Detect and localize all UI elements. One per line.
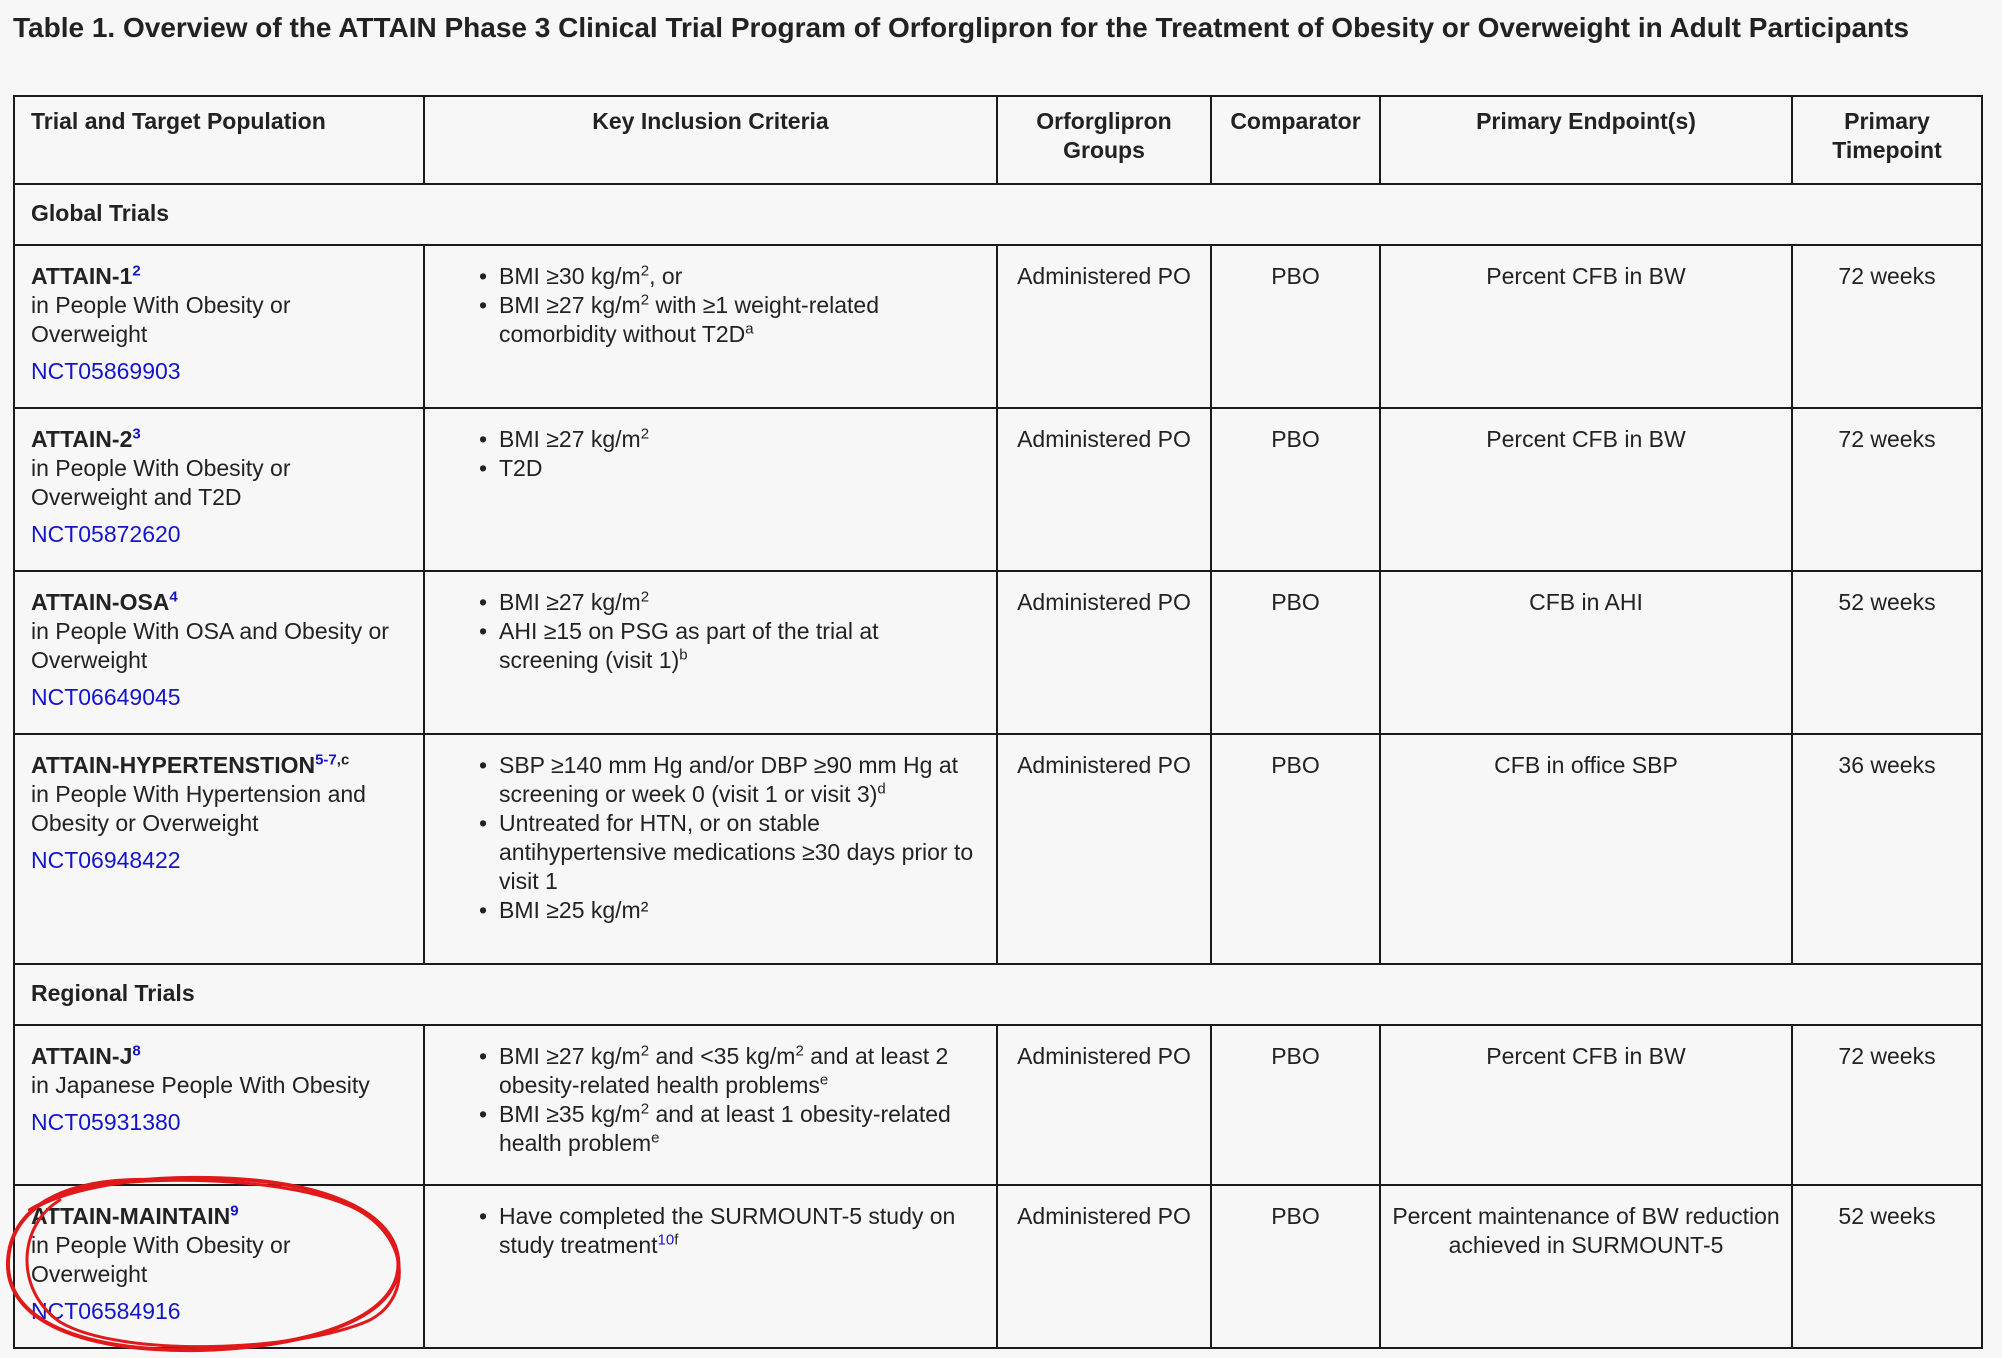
section-global <box>14 184 1982 245</box>
criteria-cell <box>424 1185 997 1348</box>
criteria-list <box>479 1202 982 1260</box>
footnote-marker: ,c <box>336 751 350 769</box>
trial-cell <box>14 571 424 734</box>
list-item: • AHI ≥15 on PSG as part of the trial at screening (visit 1)$^b$ <box>479 617 982 675</box>
trial-population: in People With Obesity or Overweight <box>31 292 291 347</box>
header-criteria: Key Inclusion Criteria <box>424 96 997 184</box>
nct-link[interactable]: NCT06948422 <box>31 847 181 873</box>
comparator-cell: PBO <box>1211 1185 1380 1348</box>
list-item: • BMI ≥27 $kg/m^2$ with ≥1 weight-related comorbidity without $T2D^a$ <box>479 291 982 349</box>
table-row <box>14 1185 1982 1348</box>
trial-population: in People With Hypertension and Obesity or Overweight <box>31 781 366 836</box>
groups-cell: Administered PO <box>997 734 1211 964</box>
comparator-cell: PBO <box>1211 1025 1380 1185</box>
list-item: • BMI ≥30 $kg/m^2$, or <box>479 262 982 291</box>
trial-cell <box>14 1025 424 1185</box>
header-groups: Orforglipron Groups <box>997 96 1211 184</box>
criteria-cell <box>424 734 997 964</box>
endpoint-cell: Percent CFB in BW <box>1380 245 1792 408</box>
comparator-cell: PBO <box>1211 245 1380 408</box>
endpoint-cell: CFB in AHI <box>1380 571 1792 734</box>
header-row <box>14 96 1982 184</box>
endpoint-cell: Percent maintenance of BW reduction achieved in SURMOUNT-5 <box>1380 1185 1792 1348</box>
timepoint-cell: 36 weeks <box>1792 734 1982 964</box>
timepoint-cell: 72 weeks <box>1792 245 1982 408</box>
header-comparator: Comparator <box>1211 96 1380 184</box>
section-regional <box>14 964 1982 1025</box>
groups-cell: Administered PO <box>997 1185 1211 1348</box>
section-label: Regional Trials <box>14 964 1982 1025</box>
reference-link[interactable]: 2 <box>132 262 141 280</box>
endpoint-cell: Percent CFB in BW <box>1380 1025 1792 1185</box>
trial-name: ATTAIN-1 <box>31 263 133 289</box>
list-item: • T2D <box>479 454 982 483</box>
criteria-cell <box>424 245 997 408</box>
endpoint-cell: Percent CFB in BW <box>1380 408 1792 571</box>
trial-name: ATTAIN-2 <box>31 426 133 452</box>
table-row <box>14 408 1982 571</box>
list-item: • BMI ≥27 $kg/m^2$ <box>479 588 982 617</box>
list-item: • Have completed the SURMOUNT-5 study on study treatment$^{10f}$ <box>479 1202 982 1260</box>
criteria-list <box>479 1042 982 1158</box>
list-item: • BMI ≥25 kg/m² <box>479 896 982 925</box>
timepoint-cell: 52 weeks <box>1792 571 1982 734</box>
header-endpoint: Primary Endpoint(s) <box>1380 96 1792 184</box>
section-label: Global Trials <box>14 184 1982 245</box>
list-item: • BMI ≥27 $kg/m^2$ and <35 $kg/m^2$ and at least 2 obesity-related health problems$^e$ <box>479 1042 982 1100</box>
criteria-list <box>479 425 982 483</box>
trial-population: in Japanese People With Obesity <box>31 1072 370 1098</box>
list-item: • BMI ≥35 $kg/m^2$ and at least 1 obesity-related health problem$^e$ <box>479 1100 982 1158</box>
table-row <box>14 571 1982 734</box>
trials-table <box>13 95 1983 1349</box>
list-item: • Untreated for HTN, or on stable antihypertensive medications ≥30 days prior to visit 1 <box>479 809 982 896</box>
groups-cell: Administered PO <box>997 408 1211 571</box>
reference-link[interactable]: 10 <box>657 1231 675 1249</box>
table-row <box>14 734 1982 964</box>
groups-cell: Administered PO <box>997 1025 1211 1185</box>
trial-cell <box>14 734 424 964</box>
criteria-list <box>479 588 982 675</box>
trial-name: ATTAIN-J <box>31 1043 133 1069</box>
reference-link[interactable]: 4 <box>169 588 178 606</box>
timepoint-cell: 72 weeks <box>1792 408 1982 571</box>
reference-link[interactable]: 8 <box>132 1042 141 1060</box>
trial-name: ATTAIN-HYPERTENSTION <box>31 752 316 778</box>
list-item: • SBP ≥140 mm Hg and/or DBP ≥90 mm Hg at screening or week 0 (visit 1 or visit 3)$^d$ <box>479 751 982 809</box>
list-item: • BMI ≥27 $kg/m^2$ <box>479 425 982 454</box>
trial-name: ATTAIN-MAINTAIN <box>31 1203 231 1229</box>
comparator-cell: PBO <box>1211 571 1380 734</box>
criteria-list <box>479 262 982 349</box>
groups-cell: Administered PO <box>997 571 1211 734</box>
criteria-cell <box>424 408 997 571</box>
header-trial: Trial and Target Population <box>14 96 424 184</box>
timepoint-cell: 72 weeks <box>1792 1025 1982 1185</box>
groups-cell: Administered PO <box>997 245 1211 408</box>
trial-population: in People With Obesity or Overweight and T2D <box>31 455 291 510</box>
trial-population: in People With OSA and Obesity or Overweight <box>31 618 389 673</box>
trial-name: ATTAIN-OSA <box>31 589 170 615</box>
timepoint-cell: 52 weeks <box>1792 1185 1982 1348</box>
criteria-cell <box>424 1025 997 1185</box>
nct-link[interactable]: NCT05869903 <box>31 358 181 384</box>
table-row <box>14 1025 1982 1185</box>
criteria-list <box>479 751 982 925</box>
trial-population: in People With Obesity or Overweight <box>31 1232 291 1287</box>
reference-link[interactable]: 3 <box>132 425 141 443</box>
nct-link[interactable]: NCT05872620 <box>31 521 181 547</box>
comparator-cell: PBO <box>1211 734 1380 964</box>
criteria-cell <box>424 571 997 734</box>
table-title: Table 1. Overview of the ATTAIN Phase 3 Clinical Trial Program of Orforglipron for the Treatment of Obesity or Overweight in Adult Participants <box>13 12 1910 43</box>
trial-cell <box>14 245 424 408</box>
comparator-cell: PBO <box>1211 408 1380 571</box>
table-row <box>14 245 1982 408</box>
header-timepoint: Primary Timepoint <box>1792 96 1982 184</box>
reference-link[interactable]: 9 <box>230 1202 239 1220</box>
trial-cell <box>14 1185 424 1348</box>
nct-link[interactable]: NCT06649045 <box>31 684 181 710</box>
nct-link[interactable]: NCT05931380 <box>31 1109 181 1135</box>
endpoint-cell: CFB in office SBP <box>1380 734 1792 964</box>
reference-link[interactable]: 5-7 <box>315 751 337 769</box>
nct-link[interactable]: NCT06584916 <box>31 1298 181 1324</box>
trial-cell <box>14 408 424 571</box>
